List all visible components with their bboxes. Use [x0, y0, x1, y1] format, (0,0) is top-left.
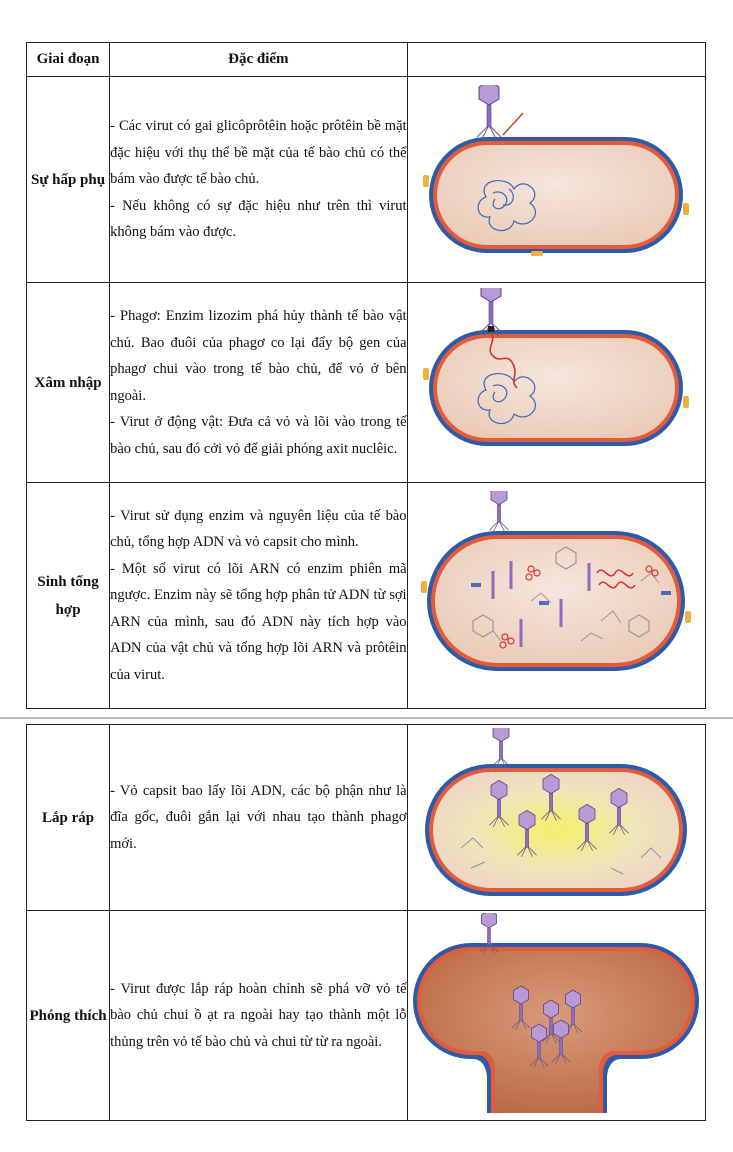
page-divider	[0, 717, 733, 719]
header-image	[407, 43, 705, 77]
biosynthesis-illustration	[411, 491, 701, 701]
table-row	[27, 283, 706, 483]
stages-table-part-1	[26, 42, 706, 709]
description-paragraph: - Virut sử dụng enzim và nguyên liệu của tế bào chủ, tổng hợp ADN và vỏ capsit cho mình.	[110, 507, 407, 551]
stage-name: Lắp ráp	[27, 725, 110, 911]
description-paragraph: - Nếu không có sự đặc hiệu như trên thì virut không bám vào được.	[110, 197, 407, 241]
table-header-row	[27, 43, 706, 77]
stages-table-part-2	[26, 724, 706, 1121]
description-paragraph: - Các virut có gai glicôprôtêin hoặc prôtêin bề mặt đặc hiệu với thụ thể bề mặt của tế bào chủ có thể bám vào được tế bào chủ.	[110, 118, 407, 188]
penetration-illustration	[411, 288, 701, 478]
stage-name: Xâm nhập	[27, 283, 110, 483]
stage-description	[110, 725, 407, 911]
description-paragraph: - Phagơ: Enzim lizozim phá hủy thành tế bào vật chủ. Bao đuôi của phagơ co lại đẩy bộ gen của phagơ chui vào trong tế bào chủ, để vỏ ở bên ngoài.	[110, 308, 407, 404]
table-row	[27, 483, 706, 709]
table-row	[27, 911, 706, 1121]
stage-description	[110, 283, 407, 483]
release-illustration	[411, 913, 701, 1119]
stage-name: Sinh tổng hợp	[27, 483, 110, 709]
stage-illustration-cell	[407, 725, 705, 911]
table-row	[27, 77, 706, 283]
stage-description	[110, 911, 407, 1121]
stage-name: Sự hấp phụ	[27, 77, 110, 283]
stage-illustration-cell	[407, 483, 705, 709]
stage-name: Phóng thích	[27, 911, 110, 1121]
description-paragraph: - Vỏ capsit bao lấy lõi ADN, các bộ phận như là đĩa gốc, đuôi gắn lại với nhau tạo thành phagơ mới.	[110, 782, 407, 852]
assembly-illustration	[411, 728, 701, 908]
stage-description	[110, 77, 407, 283]
description-paragraph: - Một số virut có lõi ARN có enzim phiên mã ngược. Enzim này sẽ tổng hợp phân tử ADN từ sợi ARN của mình, sau đó ADN này tích hợp vào ADN của vật chủ và tổng hợp lõi ARN và prôtêin của virut.	[110, 560, 407, 683]
table-row	[27, 725, 706, 911]
header-feature: Đặc điểm	[110, 43, 407, 77]
stage-illustration-cell	[407, 77, 705, 283]
attachment-illustration	[411, 85, 701, 275]
description-paragraph: - Virut ở động vật: Đưa cả vỏ và lõi vào trong tế bào chủ, sau đó cởi vỏ để giải phóng axit nuclêic.	[110, 414, 407, 457]
stage-illustration-cell	[407, 911, 705, 1121]
header-stage: Giai đoạn	[27, 43, 110, 77]
description-paragraph: - Virut được lắp ráp hoàn chỉnh sẽ phá vỡ vỏ tế bào chủ chui ồ ạt ra ngoài hay tạo thành một lỗ thủng trên vỏ tế bào chủ và chui từ từ ra ngoài.	[110, 980, 407, 1050]
stage-illustration-cell	[407, 283, 705, 483]
stage-description	[110, 483, 407, 709]
